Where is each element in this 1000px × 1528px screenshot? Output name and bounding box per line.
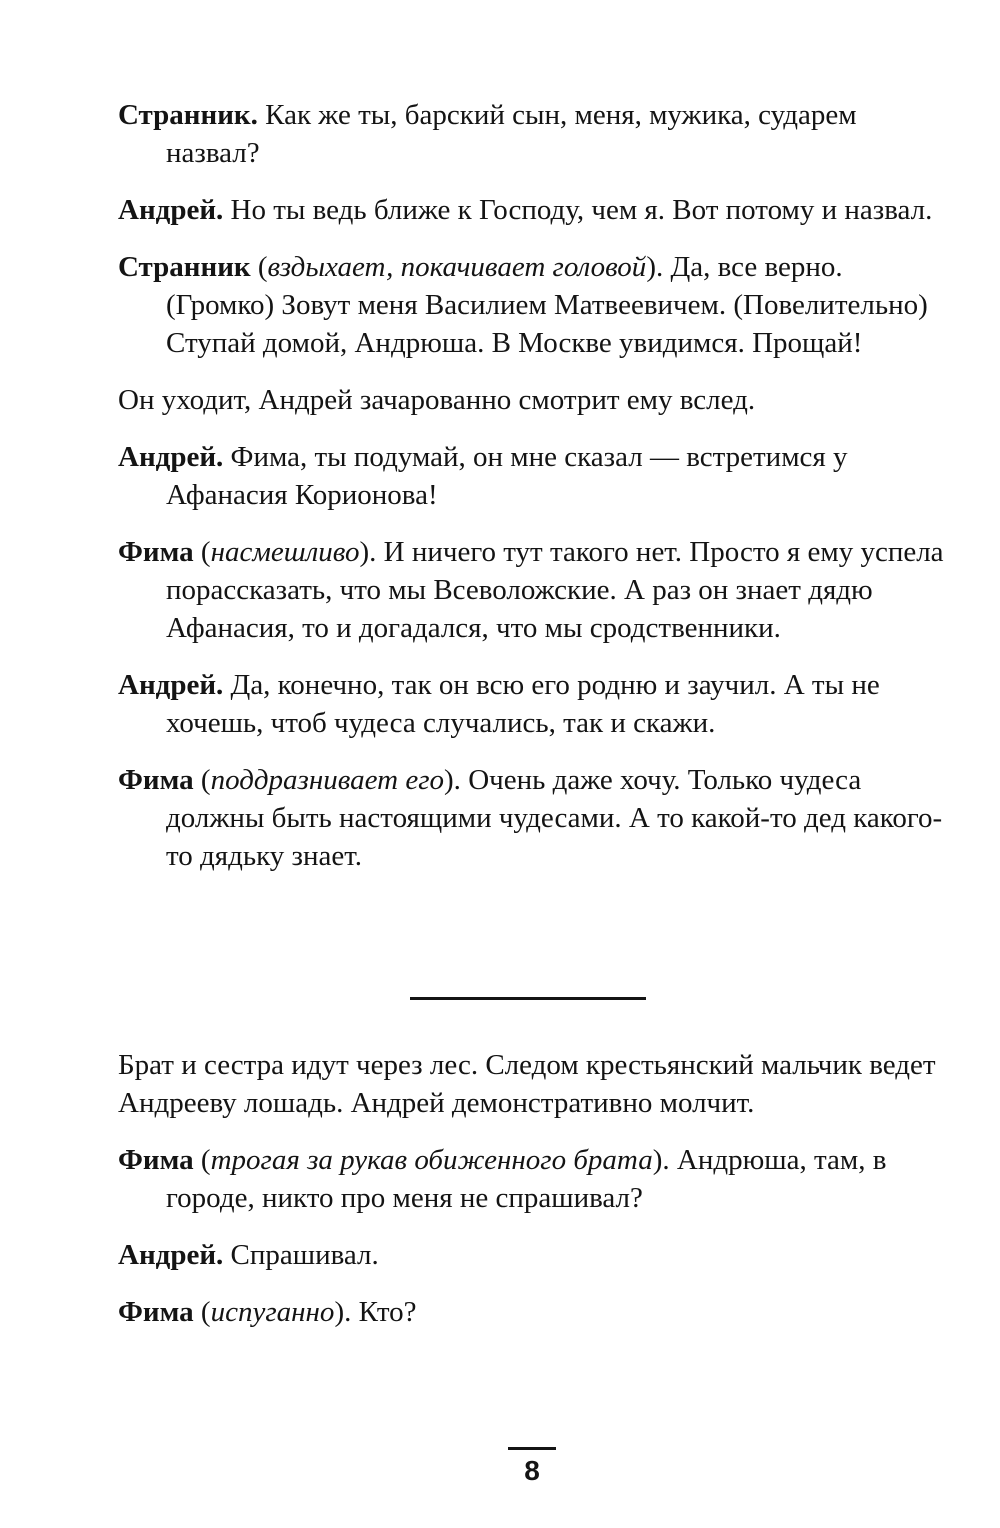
speaker-name: Андрей.	[118, 194, 224, 226]
page-number-rule	[508, 1447, 556, 1450]
speaker-name: Андрей.	[118, 669, 224, 701]
page-number: 8	[524, 1455, 540, 1486]
dialogue-line: Фима (трогая за рукав обиженного брата). Андрюша, там, в городе, никто про меня не спрашивал?	[118, 1144, 887, 1214]
dialogue-line	[118, 96, 948, 172]
speech-text: Но ты ведь ближе к Господу, чем я. Вот потому и назвал.	[223, 194, 933, 226]
speech-text: Как же ты, барский сын, меня, мужика, сударем назвал?	[166, 99, 857, 169]
speech-text: Спрашивал.	[223, 1239, 379, 1271]
stage-direction: Брат и сестра идут через лес. Следом крестьянский мальчик ведет Андрееву лошадь. Андрей демонстративно молчит.	[118, 1049, 936, 1119]
stage-remark: вздыхает, покачивает головой	[267, 251, 647, 283]
dialogue-line	[118, 438, 948, 514]
dialogue-line: Странник (вздыхает, покачивает головой). Да, все верно. (Громко) Зовут меня Василием Матвеевичем. (Повелительно) Ступай домой, Андрюша. В Москве увидимся. Прощай!	[118, 251, 928, 359]
stage-remark: поддразнивает его	[210, 764, 445, 796]
speech-text: Андрюша, там, в городе, никто про меня не спрашивал?	[166, 1144, 887, 1214]
scene-divider	[410, 997, 646, 1000]
dialogue-line	[118, 191, 948, 229]
speaker-name: Фима	[118, 536, 194, 568]
stage-remark: испуганно	[210, 1296, 335, 1328]
remark-close: ).	[334, 1296, 352, 1328]
remark-close: ).	[652, 1144, 670, 1176]
play-text-section-2	[118, 1046, 948, 1350]
speaker-name: Фима	[118, 1144, 194, 1176]
remark-close: ).	[646, 251, 664, 283]
speaker-name: Фима	[118, 764, 194, 796]
remark-close: ).	[444, 764, 461, 796]
stage-direction: Он уходит, Андрей зачарованно смотрит ему вслед.	[118, 384, 756, 416]
dialogue-line: Фима (испуганно). Кто?	[118, 1296, 417, 1328]
speaker-name: Странник	[118, 251, 251, 283]
remark-close: ).	[359, 536, 377, 568]
dialogue-line: Фима (насмешливо). И ничего тут такого нет. Просто я ему успела порассказать, что мы Всеволожские. А раз он знает дядю Афанасия, то и догадался, что мы сродственники.	[118, 536, 944, 644]
speech-text: И ничего тут такого нет. Просто я ему успела порассказать, что мы Всеволожские. А раз он знает дядю Афанасия, то и догадался, что мы сродственники.	[166, 536, 944, 644]
dialogue-line: Фима (поддразнивает его). Очень даже хочу. Только чудеса должны быть настоящими чудесами. А то какой-то дед какого-то дядьку знает.	[118, 764, 943, 872]
speaker-name: Андрей.	[118, 441, 224, 473]
speech-text: Да, все верно. (Громко) Зовут меня Василием Матвеевичем. (Повелительно) Ступай домой, Андрюша. В Москве увидимся. Прощай!	[166, 251, 928, 359]
speaker-name: Фима	[118, 1296, 194, 1328]
dialogue-line	[118, 1236, 948, 1274]
play-text-section-1	[118, 96, 948, 894]
speech-text: Очень даже хочу. Только чудеса должны быть настоящими чудесами. А то какой-то дед какого-то дядьку знает.	[166, 764, 943, 872]
speech-text: Да, конечно, так он всю его родню и заучил. А ты не хочешь, чтоб чудеса случались, так и скажи.	[166, 669, 880, 739]
stage-remark: трогая за рукав обиженного брата	[210, 1144, 653, 1176]
speaker-name: Странник.	[118, 99, 258, 131]
speech-text: Фима, ты подумай, он мне сказал — встретимся у Афанасия Корионова!	[166, 441, 848, 511]
dialogue-line	[118, 666, 948, 742]
speech-text: Кто?	[351, 1296, 417, 1328]
stage-remark: насмешливо	[210, 536, 360, 568]
speaker-name: Андрей.	[118, 1239, 224, 1271]
